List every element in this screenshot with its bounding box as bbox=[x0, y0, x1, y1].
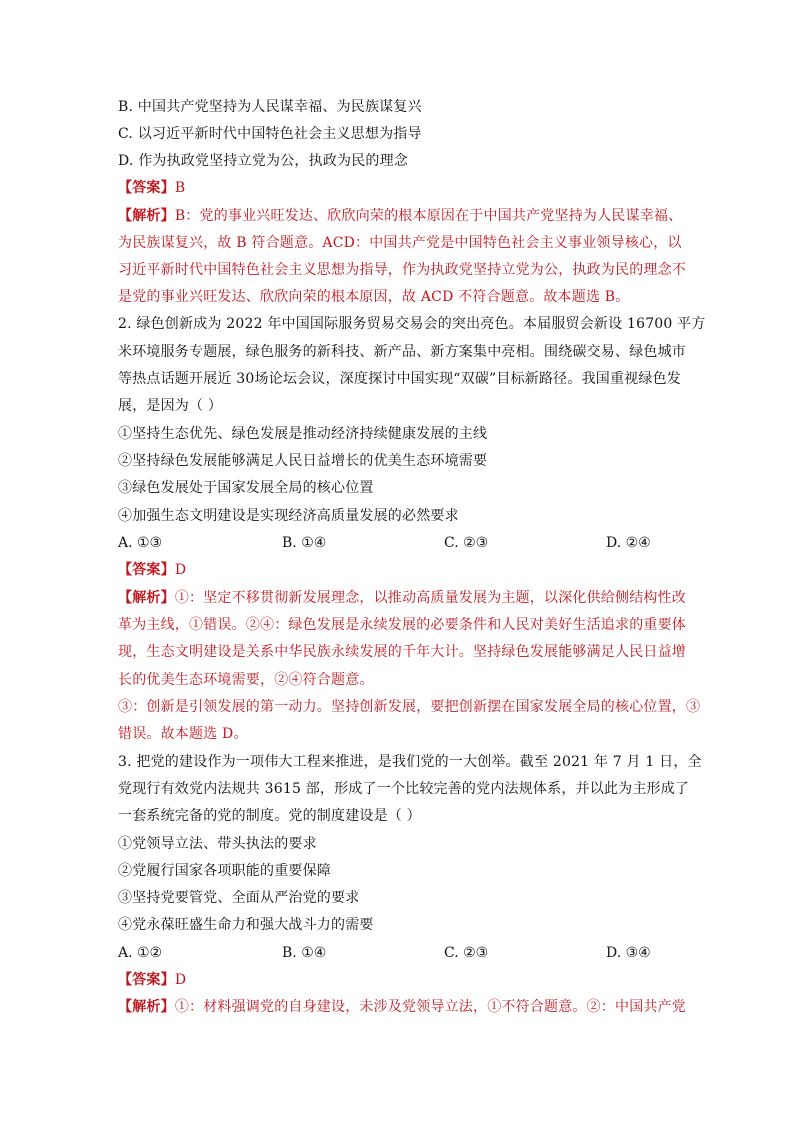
q2-analysis-line-2: 革为主线，①错误。②④：绿色发展是永续发展的必要条件和人民对美好生活追求的重要体 bbox=[118, 617, 686, 633]
q2-item-3: ③绿色发展处于国家发展全局的核心位置 bbox=[118, 480, 374, 496]
q3-item-3: ③坚持党要管党、全面从严治党的要求 bbox=[118, 890, 360, 906]
q1-answer-line bbox=[118, 178, 185, 198]
q2-stem-line-3: 等热点话题开展近 30场论坛会议，深度探讨中国实现“双碳”目标新路径。我国重视绿色发 bbox=[118, 371, 681, 387]
q2-stem-line-2: 米环境服务专题展，绿色服务的新科技、新产品、新方案集中亮相。围绕碳交易、绿色城市 bbox=[118, 344, 686, 360]
q3-item-2: ②党履行国家各项职能的重要保障 bbox=[118, 863, 331, 879]
analysis-tag: 【解析】 bbox=[118, 590, 175, 606]
q1-analysis-line-3: 习近平新时代中国特色社会主义思想为指导，作为执政党坚持立党为公，执政为民的理念不 bbox=[118, 262, 686, 278]
q2-item-1: ①坚持生态优先、绿色发展是推动经济持续健康发展的主线 bbox=[118, 426, 488, 442]
q1-answer: B bbox=[174, 180, 186, 196]
q1-analysis-line-4: 是党的事业兴旺发达、欣欣向荣的根本原因，故 ACD 不符合题意。故本题选 B。 bbox=[118, 289, 630, 305]
q2-item-4: ④加强生态文明建设是实现经济高质量发展的必然要求 bbox=[118, 508, 459, 524]
q3-answer-line bbox=[118, 970, 186, 990]
q2-choice-b: B. ①④ bbox=[282, 535, 327, 551]
q2-choice-d: D. ②④ bbox=[606, 535, 651, 551]
q2-answer: D bbox=[174, 562, 187, 578]
answer-tag: 【答案】 bbox=[118, 562, 175, 578]
q1-option-b: B. 中国共产党坚持为人民谋幸福、为民族谋复兴 bbox=[118, 99, 422, 115]
q2-analysis-line-6: 错误。故本题选 D。 bbox=[118, 726, 248, 742]
q1-option-c: C. 以习近平新时代中国特色社会主义思想为指导 bbox=[118, 126, 422, 142]
q3-item-1: ①党领导立法、带头执法的要求 bbox=[118, 836, 317, 852]
q3-answer: D bbox=[174, 972, 187, 988]
q2-analysis-line-1: 【解析】①：坚定不移贯彻新发展理念，以推动高质量发展为主题，以深化供给侧结构性改 bbox=[118, 590, 687, 606]
q2-stem-line-1: 2. 绿色创新成为 2022 年中国国际服务贸易交易会的突出亮色。本届服贸会新设 16700 平方 bbox=[118, 316, 706, 332]
q2-analysis-line-4: 长的优美生态环境需要，②④符合题意。 bbox=[118, 672, 374, 688]
q2-choices bbox=[118, 533, 678, 553]
q3-choice-a: A. ①② bbox=[118, 945, 163, 961]
q3-stem-line-2: 党现行有效党内法规共 3615 部，形成了一个比较完善的党内法规体系，并以此为主形成了 bbox=[118, 781, 690, 797]
q3-stem-line-1: 3. 把党的建设作为一项伟大工程来推进，是我们党的一大创举。截至 2021 年 7 月 1 日，全 bbox=[118, 754, 702, 770]
analysis-tag: 【解析】 bbox=[118, 999, 175, 1015]
answer-tag: 【答案】 bbox=[118, 180, 175, 196]
q1-analysis-line-2: 为民族谋复兴，故 B 符合题意。ACD：中国共产党是中国特色社会主义事业领导核心，以 bbox=[118, 235, 682, 251]
q2-item-2: ②坚持绿色发展能够满足人民日益增长的优美生态环境需要 bbox=[118, 453, 488, 469]
q2-stem-line-4: 展，是因为（ ） bbox=[118, 398, 223, 414]
q3-analysis-line-1: 【解析】①：材料强调党的自身建设，未涉及党领导立法，①不符合题意。②：中国共产党 bbox=[118, 999, 687, 1015]
q3-choice-b: B. ①④ bbox=[282, 945, 327, 961]
q3-choices bbox=[118, 943, 678, 963]
analysis-tag: 【解析】 bbox=[118, 208, 175, 224]
q2-choice-c: C. ②③ bbox=[444, 535, 489, 551]
q1-analysis-line-1: 【解析】B：党的事业兴旺发达、欣欣向荣的根本原因在于中国共产党坚持为人民谋幸福、 bbox=[118, 208, 683, 224]
answer-tag: 【答案】 bbox=[118, 972, 175, 988]
q3-item-4: ④党永葆旺盛生命力和强大战斗力的需要 bbox=[118, 917, 374, 933]
q1-option-d: D. 作为执政党坚持立党为公，执政为民的理念 bbox=[118, 153, 409, 169]
q2-answer-line bbox=[118, 560, 186, 580]
q3-choice-c: C. ②③ bbox=[444, 945, 489, 961]
q2-analysis-line-3: 现，生态文明建设是关系中华民族永续发展的千年大计。坚持绿色发展能够满足人民日益增 bbox=[118, 644, 686, 660]
q3-stem-line-3: 一套系统完备的党的制度。党的制度建设是（ ） bbox=[118, 808, 421, 824]
q3-choice-d: D. ③④ bbox=[606, 945, 651, 961]
q2-analysis-line-5: ③：创新是引领发展的第一动力。坚持创新发展，要把创新摆在国家发展全局的核心位置，③ bbox=[118, 699, 701, 715]
q2-choice-a: A. ①③ bbox=[118, 535, 163, 551]
